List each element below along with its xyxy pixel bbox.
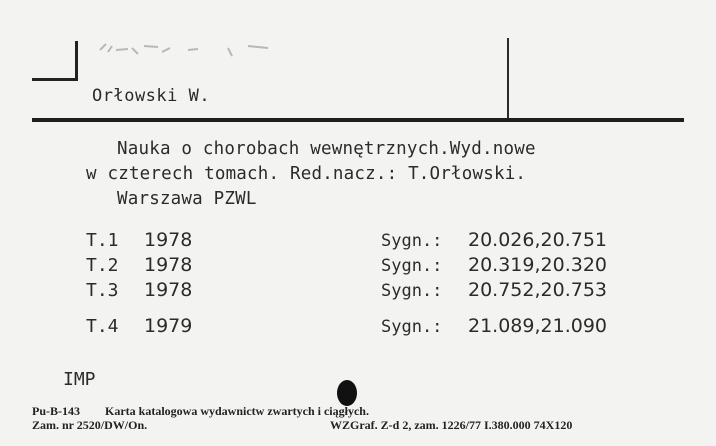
shelfmark-label: Sygn.:: [381, 281, 443, 301]
volume-year: 1978: [144, 254, 193, 276]
volume-year: 1978: [144, 229, 193, 251]
shelfmark-label: Sygn.:: [381, 231, 443, 251]
title-line-1: Nauka o chorobach wewnętrznych.Wyd.nowe: [117, 139, 536, 159]
footer-printer-info: WZGraf. Z-d 2, zam. 1226/77 I.380.000 74X120: [330, 418, 573, 432]
footer-order-number: Zam. nr 2520/DW/On.: [32, 418, 148, 432]
volume-year: 1979: [144, 315, 193, 337]
volume-number: T.3: [86, 280, 119, 301]
volume-number: T.1: [86, 230, 119, 251]
shelfmark-value: 20.752,20.753: [468, 279, 608, 301]
volume-number: T.2: [86, 255, 119, 276]
faint-stamp-smudge: [98, 40, 278, 60]
shelfmark-label: Sygn.:: [381, 317, 443, 337]
shelfmark-value: 21.089,21.090: [468, 315, 608, 337]
header-divider: [507, 38, 509, 122]
author-name: Orłowski W.: [92, 86, 211, 106]
institution-code: IMP: [63, 369, 96, 390]
title-line-2: w czterech tomach. Red.nacz.: T.Orłowski.: [86, 164, 527, 184]
punch-hole: [337, 380, 357, 406]
shelfmark-label: Sygn.:: [381, 256, 443, 276]
footer-form-code: Pu-B-143: [32, 404, 80, 418]
volume-year: 1978: [144, 279, 193, 301]
corner-mark-vertical: [75, 41, 78, 79]
volume-number: T.4: [86, 316, 119, 337]
header-rule: [32, 118, 684, 122]
corner-mark-horizontal: [32, 78, 78, 81]
shelfmark-value: 20.319,20.320: [468, 254, 608, 276]
title-line-3: Warszawa PZWL: [117, 189, 257, 209]
footer-form-title: Karta katalogowa wydawnictw zwartych i ciągłych.: [105, 404, 369, 418]
shelfmark-value: 20.026,20.751: [468, 229, 608, 251]
